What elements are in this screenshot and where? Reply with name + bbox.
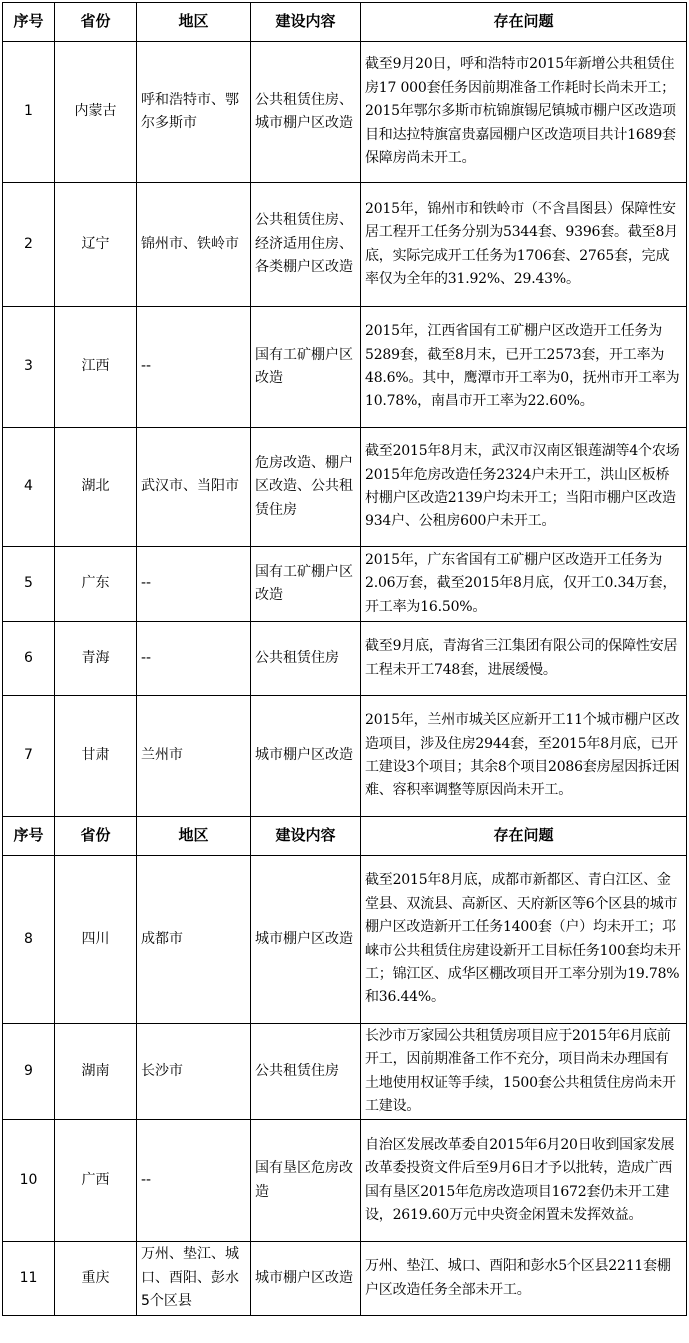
row-province: 广东: [55, 547, 137, 622]
row-issue: 截至9月底，青海省三江集团有限公司的保障性安居工程未开工748套，进展缓慢。: [361, 622, 687, 696]
row-content: 公共租赁住房: [251, 1024, 361, 1120]
row-content: 公共租赁住房: [251, 622, 361, 696]
row-content: 城市棚户区改造: [251, 696, 361, 817]
table-row: [3, 856, 687, 1024]
row-region: --: [137, 307, 251, 428]
row-seq: 11: [3, 1242, 55, 1316]
row-region: 兰州市: [137, 696, 251, 817]
header-issue: 存在问题: [361, 3, 687, 42]
row-seq: 9: [3, 1024, 55, 1120]
table-header-row-repeat: [3, 817, 687, 856]
row-region: 武汉市、当阳市: [137, 428, 251, 547]
header-region: 地区: [137, 817, 251, 856]
row-region: 锦州市、铁岭市: [137, 183, 251, 307]
row-region: 长沙市: [137, 1024, 251, 1120]
table-row: [3, 547, 687, 622]
header-issue: 存在问题: [361, 817, 687, 856]
table-row: [3, 1120, 687, 1242]
row-content: 国有工矿棚户区改造: [251, 547, 361, 622]
row-seq: 3: [3, 307, 55, 428]
row-content: 公共租赁住房、经济适用住房、各类棚户区改造: [251, 183, 361, 307]
row-issue: 截至2015年8月末，武汉市汉南区银莲湖等4个农场2015年危房改造任务2324户未开工，洪山区板桥村棚户区改造2139户均未开工；当阳市棚户区改造934户、公租房600户未开工。: [361, 428, 687, 547]
row-content: 公共租赁住房、城市棚户区改造: [251, 42, 361, 183]
row-seq: 1: [3, 42, 55, 183]
header-province: 省份: [55, 817, 137, 856]
row-content: 国有工矿棚户区改造: [251, 307, 361, 428]
row-issue: 自治区发展改革委自2015年6月20日收到国家发展改革委投资文件后至9月6日才予以批转，造成广西国有垦区2015年危房改造项目1672套仍未开工建设，2619.60万元中央资金闲置未发挥效益。: [361, 1120, 687, 1242]
row-seq: 4: [3, 428, 55, 547]
row-province: 辽宁: [55, 183, 137, 307]
row-content: 城市棚户区改造: [251, 856, 361, 1024]
row-region: 万州、垫江、城口、酉阳、彭水5个区县: [137, 1242, 251, 1316]
table-row: [3, 42, 687, 183]
row-region: 成都市: [137, 856, 251, 1024]
row-region: --: [137, 547, 251, 622]
row-province: 广西: [55, 1120, 137, 1242]
row-issue: 长沙市万家园公共租赁房项目应于2015年6月底前开工，因前期准备工作不充分，项目尚未办理国有土地使用权证等手续，1500套公共租赁住房尚未开工建设。: [361, 1024, 687, 1120]
row-province: 湖北: [55, 428, 137, 547]
row-seq: 6: [3, 622, 55, 696]
row-content: 城市棚户区改造: [251, 1242, 361, 1316]
row-content: 国有垦区危房改造: [251, 1120, 361, 1242]
row-province: 内蒙古: [55, 42, 137, 183]
table-row: [3, 696, 687, 817]
header-province: 省份: [55, 3, 137, 42]
table-row: [3, 428, 687, 547]
row-issue: 截至9月20日，呼和浩特市2015年新增公共租赁住房17 000套任务因前期准备工作耗时长尚未开工；2015年鄂尔多斯市杭锦旗锡尼镇城市棚户区改造项目和达拉特旗富贵嘉园棚户区改造项目共计1689套保障房尚未开工。: [361, 42, 687, 183]
header-content: 建设内容: [251, 817, 361, 856]
row-issue: 2015年，兰州市城关区应新开工11个城市棚户区改造项目，涉及住房2944套，至2015年8月底，已开工建设3个项目；其余8个项目2086套房屋因拆迁困难、容积率调整等原因尚未开工。: [361, 696, 687, 817]
row-issue: 2015年，锦州市和铁岭市（不含昌图县）保障性安居工程开工任务分别为5344套、9396套。截至8月底，实际完成开工任务为1706套、2765套，完成率仅为全年的31.92%、29.43%。: [361, 183, 687, 307]
row-seq: 8: [3, 856, 55, 1024]
row-content: 危房改造、棚户区改造、公共租赁住房: [251, 428, 361, 547]
table-row: [3, 1242, 687, 1316]
row-seq: 2: [3, 183, 55, 307]
audit-issue-table: [2, 2, 687, 1316]
row-seq: 10: [3, 1120, 55, 1242]
row-province: 重庆: [55, 1242, 137, 1316]
table-row: [3, 622, 687, 696]
row-seq: 7: [3, 696, 55, 817]
row-issue: 2015年，江西省国有工矿棚户区改造开工任务为5289套，截至8月末，已开工2573套，开工率为48.6%。其中，鹰潭市开工率为0，抚州市开工率为10.78%，南昌市开工率为22.60%。: [361, 307, 687, 428]
row-province: 青海: [55, 622, 137, 696]
row-issue: 万州、垫江、城口、酉阳和彭水5个区县2211套棚户区改造任务全部未开工。: [361, 1242, 687, 1316]
row-issue: 2015年，广东省国有工矿棚户区改造开工任务为2.06万套，截至2015年8月底，仅开工0.34万套，开工率为16.50%。: [361, 547, 687, 622]
header-content: 建设内容: [251, 3, 361, 42]
header-seq: 序号: [3, 3, 55, 42]
row-seq: 5: [3, 547, 55, 622]
header-region: 地区: [137, 3, 251, 42]
row-province: 江西: [55, 307, 137, 428]
row-province: 甘肃: [55, 696, 137, 817]
row-province: 四川: [55, 856, 137, 1024]
table-row: [3, 183, 687, 307]
row-region: --: [137, 622, 251, 696]
row-issue: 截至2015年8月底，成都市新都区、青白江区、金堂县、双流县、高新区、天府新区等6个区县的城市棚户区改造新开工任务1400套（户）均未开工；邛崃市公共租赁住房建设新开工目标任务100套均未开工；锦江区、成华区棚改项目开工率分别为19.78%和36.44%。: [361, 856, 687, 1024]
header-seq: 序号: [3, 817, 55, 856]
row-region: --: [137, 1120, 251, 1242]
table-header-row: [3, 3, 687, 42]
row-region: 呼和浩特市、鄂尔多斯市: [137, 42, 251, 183]
table-row: [3, 1024, 687, 1120]
table-row: [3, 307, 687, 428]
row-province: 湖南: [55, 1024, 137, 1120]
